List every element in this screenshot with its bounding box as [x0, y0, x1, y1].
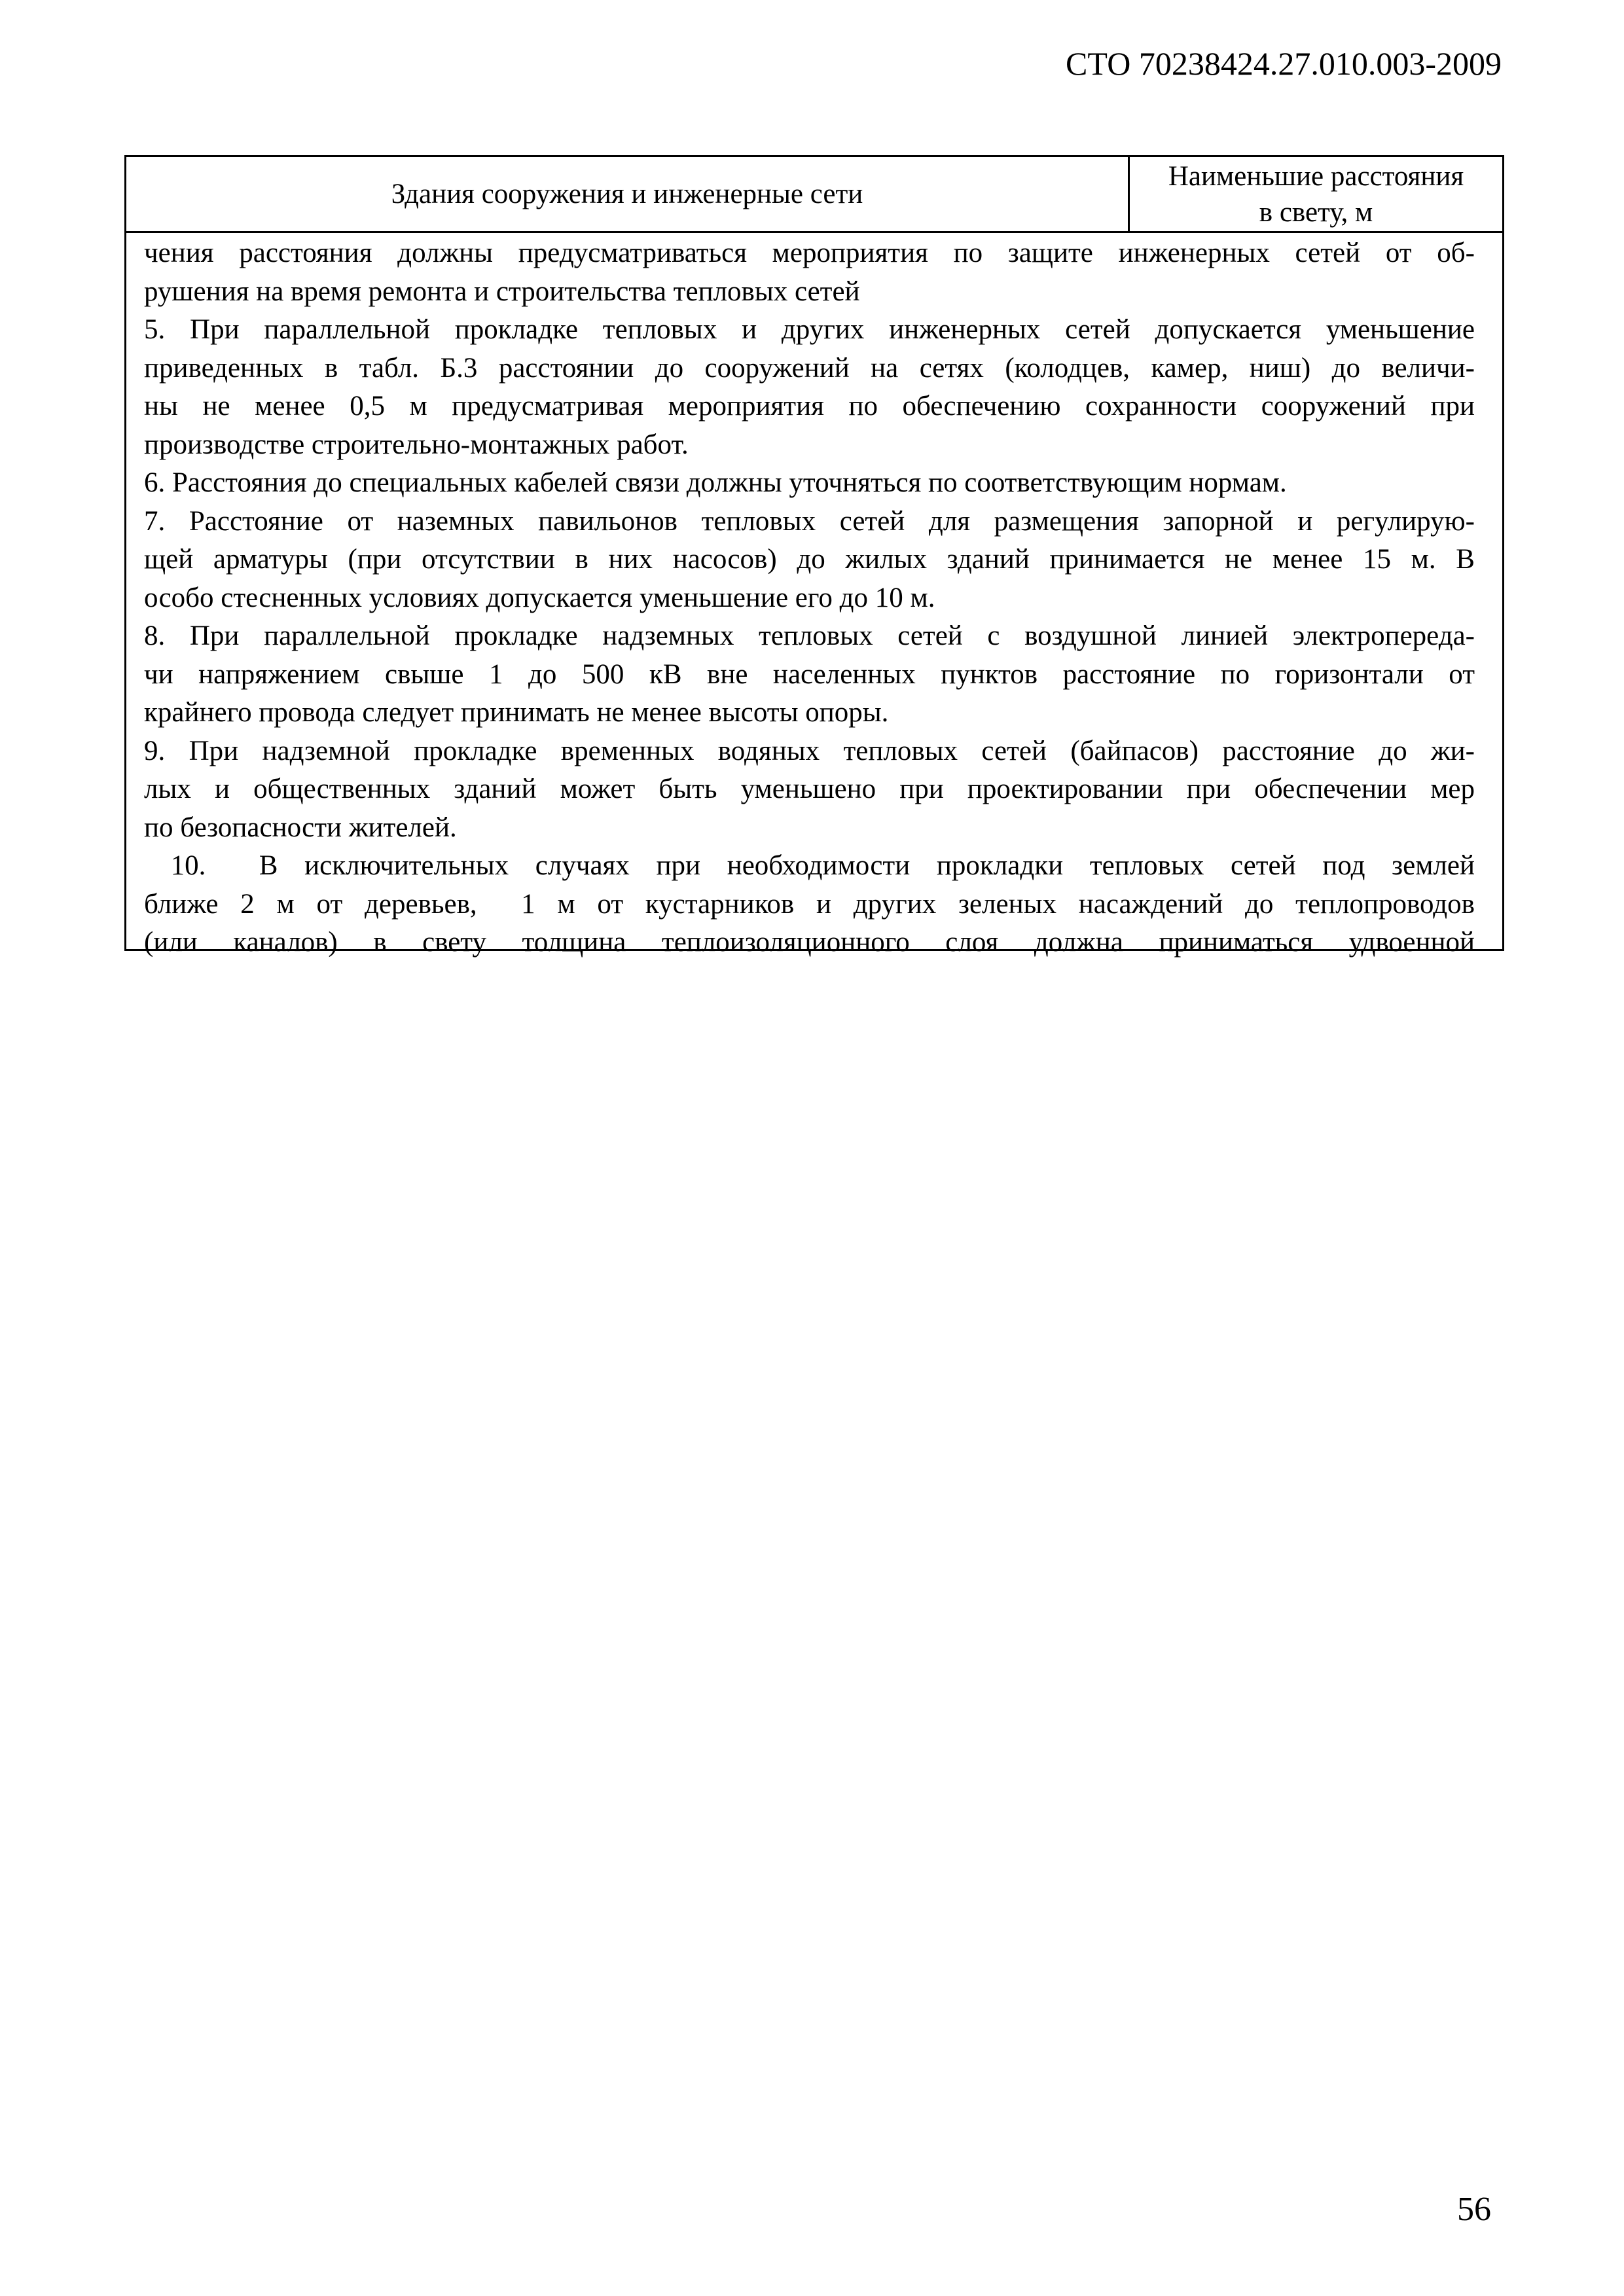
note-line: по безопасности жителей.: [144, 812, 457, 843]
table-header-row: [126, 157, 1502, 233]
column-header-structures: [126, 157, 1130, 231]
column-header-structures-label: Здания сооружения и инженерные сети: [391, 178, 863, 209]
note-line: чения расстояния должны предусматриваться мероприятия по защите инженерных сетей от об-: [144, 238, 1475, 268]
column-header-distances-line1: Наименьшие расстояния: [1168, 160, 1464, 192]
note-line: ны не менее 0,5 м предусматривая мероприятия по обеспечению сохранности сооружений при: [144, 391, 1475, 422]
note-line: 9. При надземной прокладке временных водяных тепловых сетей (байпасов) расстояние до жи-: [144, 735, 1475, 766]
note-line: 10. В исключительных случаях при необходимости прокладки тепловых сетей под землей: [144, 850, 1475, 881]
note-line: особо стесненных условиях допускается уменьшение его до 10 м.: [144, 582, 935, 613]
note-line: ближе 2 м от деревьев, 1 м от кустарников и других зеленых насаждений до теплопроводов: [144, 888, 1475, 920]
note-line: (или каналов) в свету толщина теплоизоляционного слоя должна приниматься удвоенной: [144, 927, 1475, 958]
note-line: приведенных в табл. Б.3 расстоянии до сооружений на сетях (колодцев, камер, ниш) до величи-: [144, 352, 1475, 384]
note-line: 8. При параллельной прокладке надземных тепловых сетей с воздушной линией электропереда-: [144, 620, 1475, 651]
note-line: 5. При параллельной прокладке тепловых и других инженерных сетей допускается уменьшение: [144, 314, 1475, 345]
column-header-distances: [1130, 157, 1502, 231]
notes-body: [126, 233, 1502, 962]
note-line: рушения на время ремонта и строительства тепловых сетей: [144, 276, 860, 307]
page-number: 56: [1457, 2191, 1491, 2228]
note-line: чи напряжением свыше 1 до 500 кВ вне населенных пунктов расстояние по горизонтали от: [144, 658, 1475, 690]
document-code: СТО 70238424.27.010.003-2009: [1066, 45, 1502, 82]
note-line: 7. Расстояние от наземных павильонов тепловых сетей для размещения запорной и регулирую-: [144, 505, 1475, 537]
note-line: производстве строительно-монтажных работ.: [144, 429, 689, 460]
note-line: щей арматуры (при отсутствии в них насосов) до жилых зданий принимается не менее 15 м. В: [144, 544, 1475, 575]
column-header-distances-line2: в свету, м: [1259, 196, 1373, 228]
note-line: 6. Расстояния до специальных кабелей связи должны уточняться по соответствующим нормам.: [144, 467, 1287, 498]
notes-table: [124, 155, 1504, 958]
note-line: лых и общественных зданий может быть уменьшено при проектировании при обеспечении мер: [144, 774, 1475, 804]
note-line: крайнего провода следует принимать не менее высоты опоры.: [144, 697, 889, 728]
